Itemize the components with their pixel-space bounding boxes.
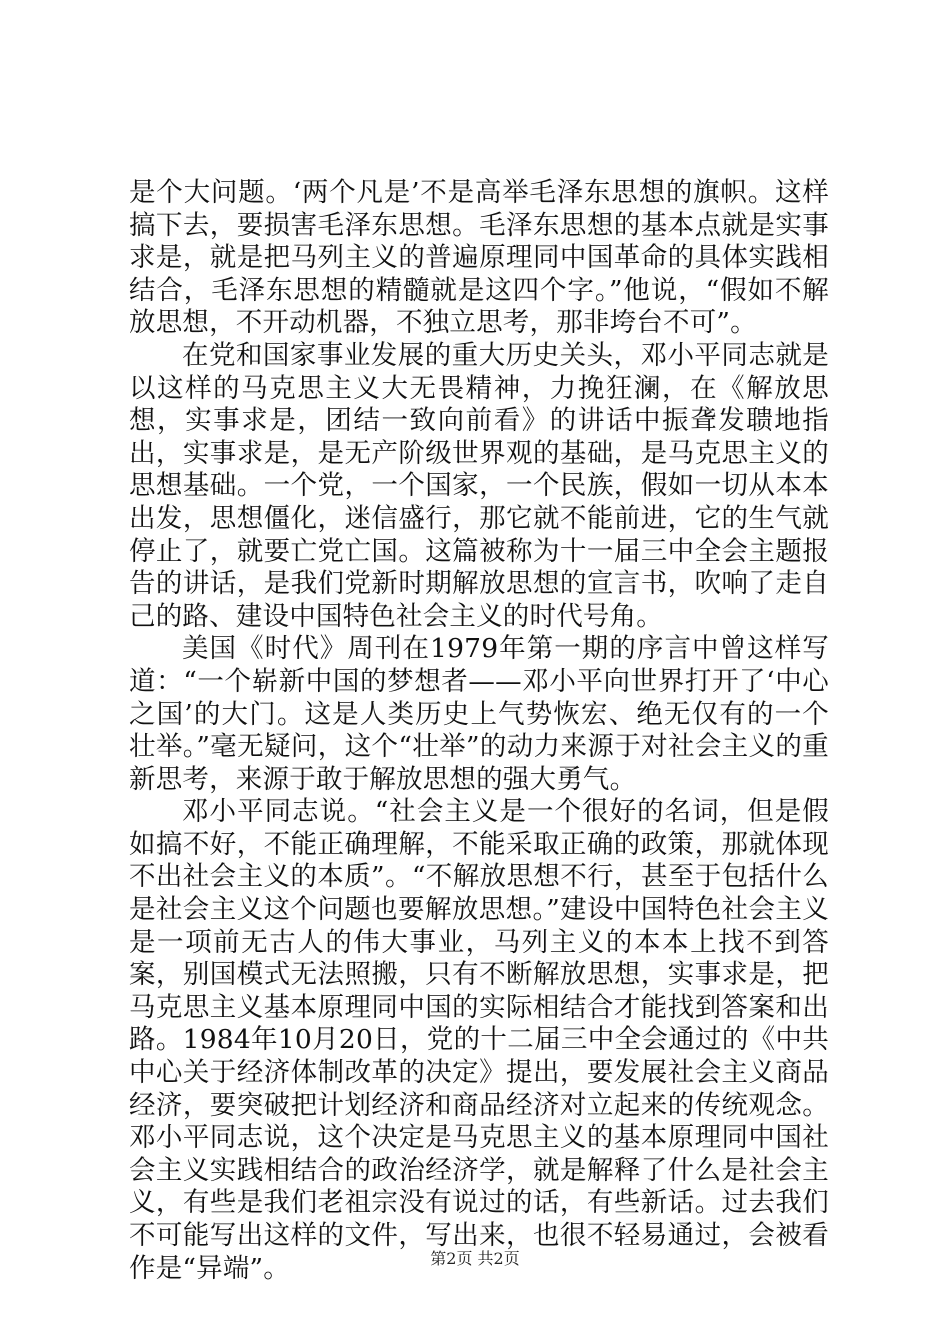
page-footer: 第2页 共2页 — [430, 1249, 520, 1268]
paragraph-2: 在党和国家事业发展的重大历史关头，邓小平同志就是以这样的马克思主义大无畏精神，力挽狂澜，在《解放思想，实事求是，团结一致向前看》的讲话中振聋发聩地指出，实事求是，是无产阶级世界观的基础，是马克思主义的思想基础。一个党，一个国家，一个民族，假如一切从本本出发，思想僵化，迷信盛行，那它就不能前进，它的生气就停止了，就要亡党亡国。这篇被称为十一届三中全会主题报告的讲话，是我们党新时期解放思想的宣言书，吹响了走自己的路、建设中国特色社会主义的时代号角。 — [129, 339, 829, 632]
paragraph-1: 是个大问题。‘两个凡是’不是高举毛泽东思想的旗帜。这样搞下去，要损害毛泽东思想。毛泽东思想的基本点就是实事求是，就是把马列主义的普遍原理同中国革命的具体实践相结合，毛泽东思想的精髓就是这四个字。”他说，“假如不解放思想，不开动机器，不独立思考，那非垮台不可”。 — [129, 177, 829, 339]
document-body — [129, 177, 829, 1285]
paragraph-4: 邓小平同志说。“社会主义是一个很好的名词，但是假如搞不好，不能正确理解，不能采取正确的政策，那就体现不出社会主义的本质”。“不解放思想不行，甚至于包括什么是社会主义这个问题也要解放思想。”建设中国特色社会主义是一项前无古人的伟大事业，马列主义的本本上找不到答案，别国模式无法照搬，只有不断解放思想，实事求是，把马克思主义基本原理同中国的实际相结合才能找到答案和出路。1984年10月20日，党的十二届三中全会通过的《中共中心关于经济体制改革的决定》提出，要发展社会主义商品经济，要突破把计划经济和商品经济对立起来的传统观念。邓小平同志说，这个决定是马克思主义的基本原理同中国社会主义实践相结合的政治经济学，就是解释了什么是社会主义，有些是我们老祖宗没有说过的话，有些新话。过去我们不可能写出这样的文件，写出来，也很不轻易通过，会被看作是“异端”。 — [129, 796, 829, 1284]
paragraph-3: 美国《时代》周刊在1979年第一期的序言中曾这样写道：“一个崭新中国的梦想者——邓小平向世界打开了‘中心之国’的大门。这是人类历史上气势恢宏、绝无仅有的一个壮举。”毫无疑问，这个“壮举”的动力来源于对社会主义的重新思考，来源于敢于解放思想的强大勇气。 — [129, 633, 829, 795]
